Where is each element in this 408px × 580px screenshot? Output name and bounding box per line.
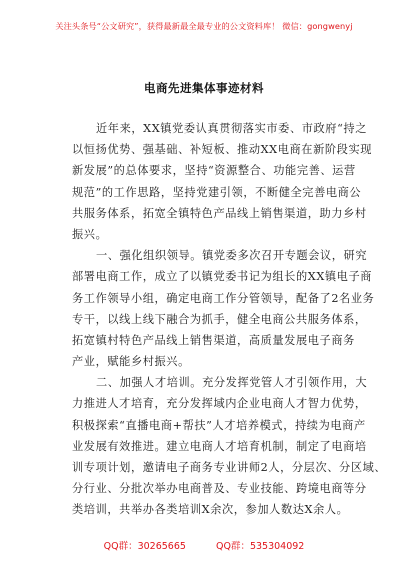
body-line: 拓宽镇村特色产品线上销售渠道，高质量发展电子商务	[72, 333, 355, 347]
footer-contact	[0, 538, 408, 552]
document-body	[72, 118, 387, 521]
document-title: 电商先进集体事迹材料	[144, 81, 264, 95]
body-line: 务工作领导小组，确定电商工作分管领导，配备了2名业务	[72, 291, 375, 305]
body-line: 分行业、分批次举办电商普及、专业技能、跨境电商等分	[72, 482, 367, 496]
qq-group-2: QQ群：535304092	[216, 541, 305, 552]
body-line: 一、强化组织领导。镇党委多次召开专题会议，研究	[96, 249, 368, 263]
body-line: 产业，赋能乡村振兴。	[72, 355, 190, 369]
body-line: 新发展”的总体要求，坚持“资源整合、功能完善、运营	[72, 164, 356, 178]
body-line: 共服务体系，拓宽全镇特色产品线上销售渠道，助力乡村	[72, 206, 367, 220]
body-line: 训专项计划，邀请电子商务专业讲师2人，分层次、分区域、	[72, 461, 387, 474]
body-line: 类培训，共举办各类培训X余次，参加人数达X余人。	[72, 503, 349, 517]
body-line: 近年来，XX镇党委认真贯彻落实市委、市政府“持之	[96, 122, 367, 135]
promo-banner: 关注头条号“公文研究”，获得最新最全最专业的公文资料库！ 微信：gongwenyj	[55, 21, 353, 31]
body-line: 以恒扬优势、强基础、补短板、推动XX电商在新阶段实现	[72, 143, 373, 157]
qq-group-1: QQ群：30265665	[103, 541, 186, 552]
body-line: 专干，以线上线下融合为抓手，健全电商公共服务体系，	[72, 312, 367, 326]
body-line: 振兴。	[72, 227, 108, 241]
body-line: 力推进人才培育，充分发挥域内企业电商人才智力优势，	[72, 397, 367, 411]
body-line: 业发展有效推进。建立电商人才培育机制，制定了电商培	[72, 439, 367, 453]
body-line: 部署电商工作，成立了以镇党委书记为组长的XX镇电子商	[72, 270, 373, 284]
body-line: 规范”的工作思路，坚持党建引领，不断健全完善电商公	[72, 185, 362, 199]
body-line: 积极探索“直播电商+帮扶”人才培养模式，持续为电商产	[72, 418, 366, 432]
body-line: 二、加强人才培训。充分发挥党管人才引领作用，大	[96, 376, 368, 390]
